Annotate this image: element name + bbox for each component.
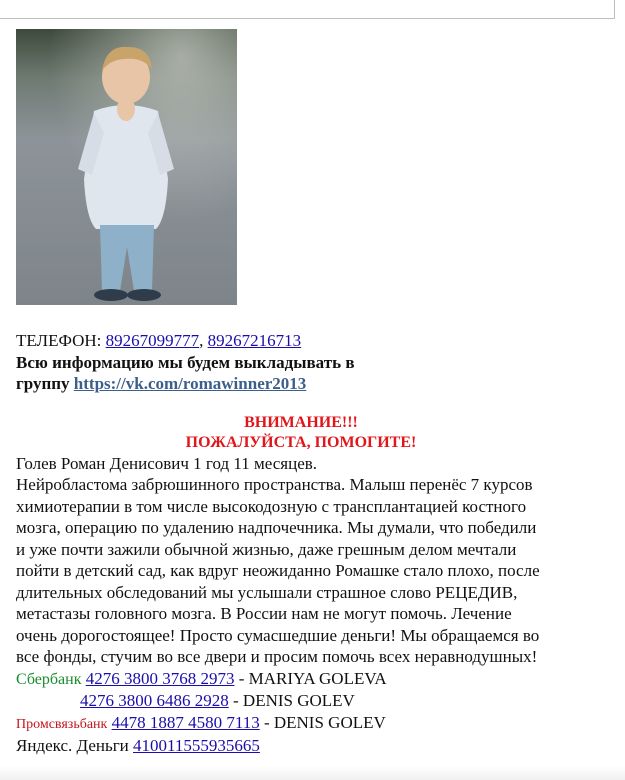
story-line: и уже почти зажили обычной жизнью, даже грешным делом мечтали	[16, 539, 517, 559]
phone-label: ТЕЛЕФОН:	[16, 331, 102, 350]
phone-link-2[interactable]: 89267216713	[207, 331, 302, 350]
yandex-wallet[interactable]: 410011555935665	[133, 736, 260, 755]
sberbank-line-1	[16, 668, 591, 691]
sberbank-holder-1: - MARIYA GOLEVA	[238, 668, 387, 688]
story-line: Голев Роман Денисович 1 год 11 месяцев.	[16, 453, 318, 473]
phone-line	[16, 330, 591, 352]
psb-card[interactable]: 4478 1887 4580 7113	[111, 712, 260, 732]
psb-holder: - DENIS GOLEV	[263, 712, 386, 732]
bottom-edge	[0, 766, 625, 780]
child-photo	[16, 29, 237, 305]
story-line: метастазы головного мозга. В России нам не могут помочь. Лечение	[16, 604, 512, 623]
sberbank-line-2	[16, 690, 591, 712]
sberbank-holder-2: - DENIS GOLEV	[233, 691, 355, 710]
story-text	[16, 453, 591, 668]
content	[16, 330, 591, 757]
story-line: химиотерапии в том числе высокодозную с трансплантацией костного	[16, 496, 527, 516]
story-line: мозга, операцию по удалению надпочечника. Мы думали, что победили	[16, 518, 537, 537]
vk-group-link[interactable]: https://vk.com/romawinner2013	[73, 374, 307, 393]
sberbank-label: Сбербанк	[16, 670, 82, 688]
psb-line	[16, 712, 591, 736]
story-line: пойти в детский сад, как вдруг неожиданно Ромашке стало плохо, после	[16, 561, 540, 580]
sberbank-card-2[interactable]: 4276 3800 6486 2928	[80, 691, 229, 710]
story-line: длительных обследований мы услышали страшное слово РЕЦЕДИВ,	[16, 582, 518, 602]
yandex-label: Яндекс. Деньги	[16, 736, 129, 755]
info-line-2	[16, 373, 591, 395]
phone-separator: ,	[199, 331, 204, 350]
info-group-label: группу	[16, 374, 70, 393]
phone-link-1[interactable]: 89267099777	[105, 331, 200, 350]
top-frame	[0, 0, 615, 19]
info-line-1: Всю информацию мы будем выкладывать в	[16, 352, 355, 372]
story-line: очень дорогостоящее! Просто сумасшедшие деньги! Мы обращаемся во	[16, 625, 540, 645]
sberbank-card-1[interactable]: 4276 3800 3768 2973	[85, 668, 235, 688]
alert-please-help: ПОЖАЛУЙСТА, ПОМОГИТЕ!	[185, 433, 417, 451]
alert-attention: ВНИМАНИЕ!!!	[244, 413, 358, 431]
yandex-line	[16, 735, 591, 757]
story-line: Нейробластома забрюшинного пространства. Малыш перенёс 7 курсов	[16, 475, 533, 494]
story-line: все фонды, стучим во все двери и просим помочь всех неравнодушных!	[16, 647, 538, 666]
psb-label: Промсвязьбанк	[16, 716, 108, 732]
